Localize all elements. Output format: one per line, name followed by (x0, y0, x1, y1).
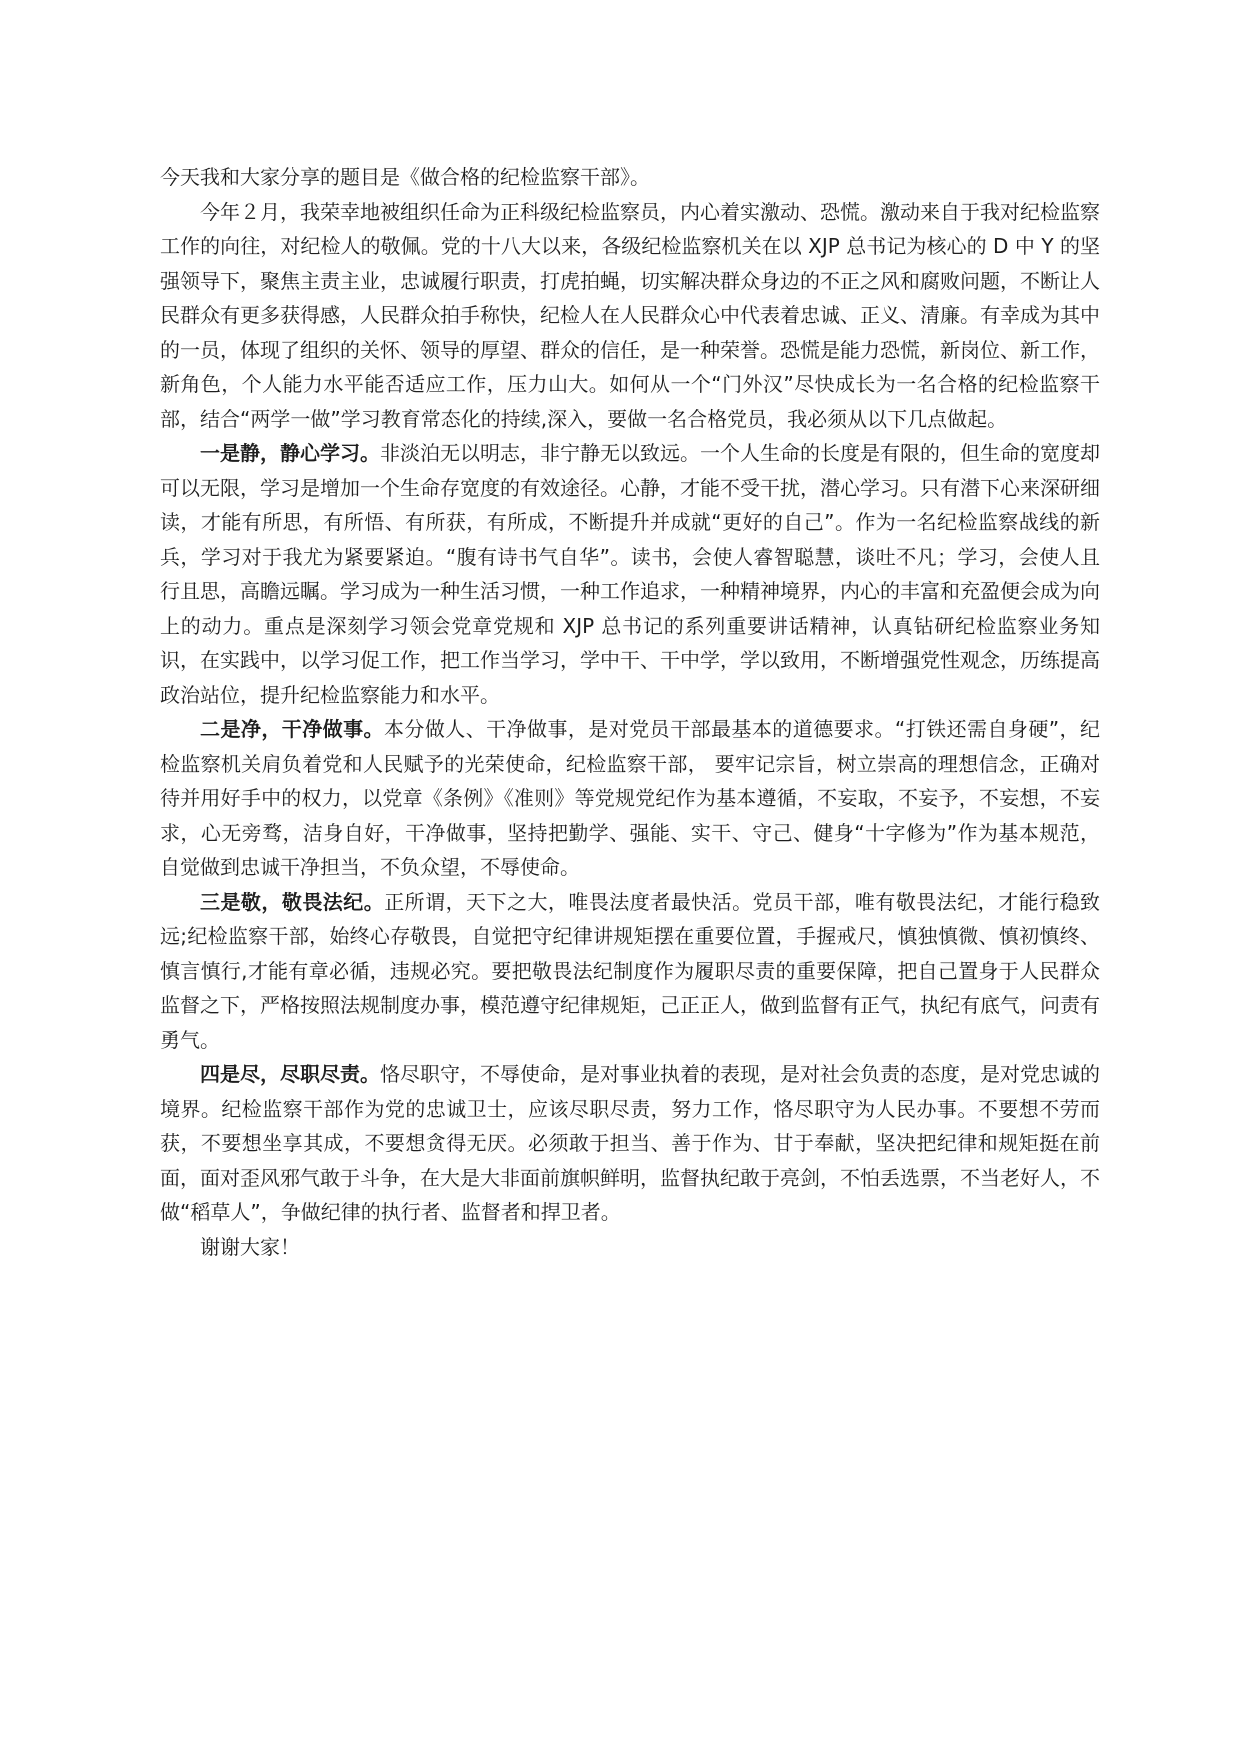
section-jing-body: 非淡泊无以明志，非宁静无以致远。一个人生命的长度是有限的，但生命的宽度却可以无限，学习是增加一个生命存宽度的有效途径。心静，才能不受干扰，潜心学习。只有潜下心来深研细读，才能有所思，有所悟、有所获，有所成，不断提升并成就“更好的自己”。作为一名纪检监察战线的新兵，学习对于我尤为紧要紧迫。“腹有诗书气自华”。读书，会使人睿智聪慧，谈吐不凡；学习，会使人且行且思，高瞻远瞩。学习成为一种生活习惯，一种工作追求，一种精神境界，内心的丰富和充盈便会成为向上的动力。重点是深刻学习领会党章党规和 XJP 总书记的系列重要讲话精神，认真钻研纪检监察业务知识，在实践中，以学习促工作，把工作当学习，学中干、干中学，学以致用，不断增强党性观念，历练提高政治站位，提升纪检监察能力和水平。 (160, 441, 1100, 707)
section-ganjing-heading: 二是净，干净做事。 (200, 717, 384, 741)
section-jingwei-body: 正所谓，天下之大，唯畏法度者最快活。党员干部，唯有敬畏法纪，才能行稳致远;纪检监察干部，始终心存敬畏，自觉把守纪律讲规矩摆在重要位置，手握戒尺，慎独慎微、慎初慎终、慎言慎行,才能有章必循，违规必究。要把敬畏法纪制度作为履职尽责的重要保障，把自己置身于人民群众监督之下，严格按照法规制度办事，模范遵守纪律规矩，己正正人，做到监督有正气，执纪有底气，问责有勇气。 (160, 889, 1101, 1052)
document-page (160, 160, 1100, 1264)
section-jin-body: 恪尽职守，不辱使命，是对事业执着的表现，是对社会负责的态度，是对党忠诚的境界。纪检监察干部作为党的忠诚卫士，应该尽职尽责，努力工作，恪尽职守为人民办事。不要想不劳而获，不要想坐享其成，不要想贪得无厌。必须敢于担当、善于作为、甘于奉献，坚决把纪律和规矩挺在前面，面对歪风邪气敢于斗争，在大是大非面前旗帜鲜明，监督执纪敢于亮剑，不怕丢选票，不当老好人，不做“稻草人”，争做纪律的执行者、监督者和捍卫者。 (160, 1062, 1100, 1224)
section-ganjing-body: 本分做人、干净做事，是对党员干部最基本的道德要求。“打铁还需自身硬”，纪检监察机关肩负着党和人民赋予的光荣使命，纪检监察干部， 要牢记宗旨，树立崇高的理想信念，正确对待并用好手中的权力，以党章《条例》《准则》等党规党纪作为基本遵循，不妄取，不妄予，不妄想，不妄求，心无旁骛，洁身自好，干净做事，坚持把勤学、强能、实干、守己、健身“十字修为”作为基本规范，自觉做到忠诚干净担当，不负众望，不辱使命。 (160, 717, 1101, 879)
section-jing-heading: 一是静，静心学习。 (200, 441, 380, 465)
section-jin-paragraph (160, 1057, 1100, 1230)
section-jin-heading: 四是尽，尽职尽责。 (200, 1062, 380, 1086)
section-jingwei-heading: 三是敬，敬畏法纪。 (200, 889, 385, 914)
section-jing-paragraph (160, 436, 1100, 712)
section-ganjing-paragraph (160, 712, 1100, 885)
opening-paragraph: 今年２月，我荣幸地被组织任命为正科级纪检监察员，内心着实激动、恐慌。激动来自于我对纪检监察工作的向往，对纪检人的敬佩。党的十八大以来，各级纪检监察机关在以 XJP 总书记为核心的 D 中 Y 的坚强领导下，聚焦主责主业，忠诚履行职责，打虎拍蝇，切实解决群众身边的不正之风和腐败问题，不断让人民群众有更多获得感，人民群众拍手称快，纪检人在人民群众心中代表着忠诚、正义、清廉。有幸成为其中的一员，体现了组织的关怀、领导的厚望、群众的信任，是一种荣誉。恐慌是能力恐慌，新岗位、新工作，新角色，个人能力水平能否适应工作，压力山大。如何从一个“门外汉”尽快成长为一名合格的纪检监察干部，结合“两学一做”学习教育常态化的持续,深入，要做一名合格党员，我必须从以下几点做起。 (160, 199, 1100, 431)
closing-paragraph: 谢谢大家！ (200, 1234, 300, 1259)
intro-paragraph: 今天我和大家分享的题目是《做合格的纪检监察干部》。 (160, 165, 650, 189)
section-jingwei-paragraph (160, 885, 1100, 1058)
